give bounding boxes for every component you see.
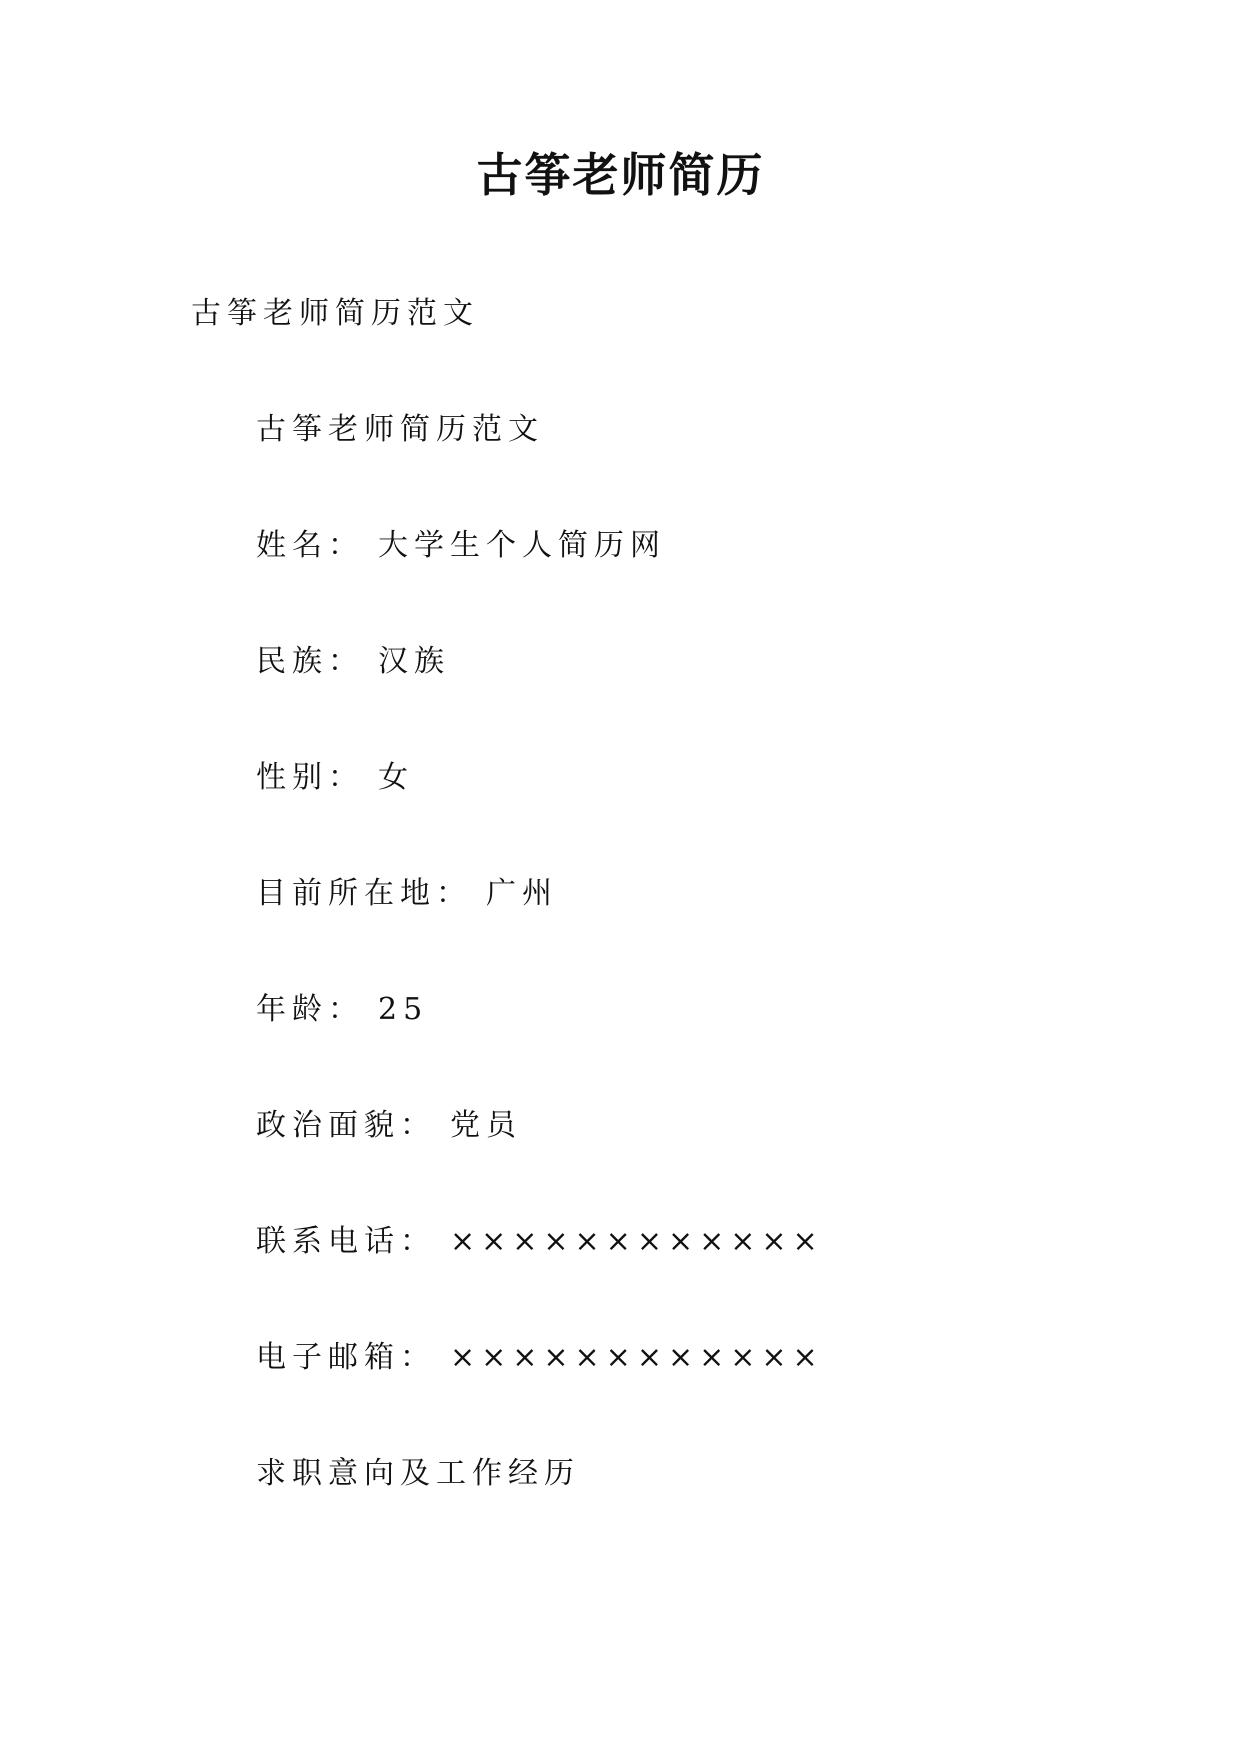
field-label: 姓名： bbox=[256, 528, 364, 563]
field-location bbox=[256, 876, 558, 912]
subtitle-outer: 古筝老师简历范文 bbox=[191, 296, 479, 331]
field-value: ×××××××××××× bbox=[450, 1340, 824, 1375]
field-value: 广州 bbox=[486, 876, 558, 911]
field-value: 汉族 bbox=[378, 644, 450, 679]
field-label: 性别： bbox=[256, 760, 364, 795]
field-label: 目前所在地： bbox=[256, 876, 472, 911]
field-label: 电子邮箱： bbox=[256, 1340, 436, 1375]
field-gender bbox=[256, 760, 414, 796]
subtitle-inner: 古筝老师简历范文 bbox=[256, 412, 544, 447]
field-phone bbox=[256, 1224, 824, 1260]
section-heading: 求职意向及工作经历 bbox=[256, 1456, 580, 1491]
field-label: 年龄： bbox=[256, 992, 364, 1027]
field-label: 民族： bbox=[256, 644, 364, 679]
field-age bbox=[256, 992, 428, 1028]
field-label: 政治面貌： bbox=[256, 1108, 436, 1143]
field-label: 联系电话： bbox=[256, 1224, 436, 1259]
field-email bbox=[256, 1340, 824, 1376]
field-value: ×××××××××××× bbox=[450, 1224, 824, 1259]
field-name bbox=[256, 528, 666, 564]
field-value: 女 bbox=[378, 760, 414, 795]
field-value: 大学生个人简历网 bbox=[378, 528, 666, 563]
field-value: 25 bbox=[378, 992, 429, 1027]
field-political-status bbox=[256, 1108, 522, 1144]
document-title: 古筝老师简历 bbox=[476, 148, 765, 202]
field-value: 党员 bbox=[450, 1108, 522, 1143]
field-ethnicity bbox=[256, 644, 450, 680]
